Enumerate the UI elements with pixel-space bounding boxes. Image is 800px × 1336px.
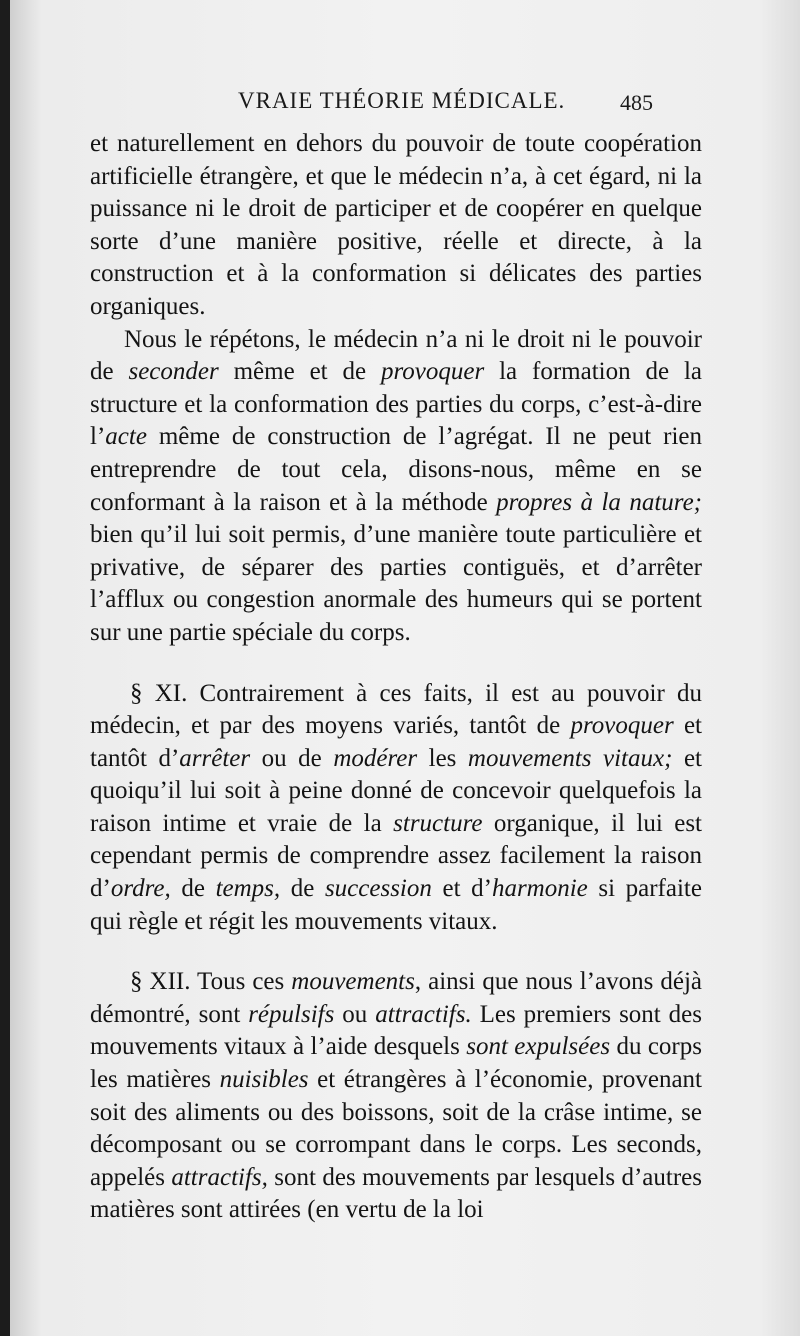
italic-term: ordre,	[110, 875, 171, 903]
italic-term: structure	[393, 809, 483, 837]
paragraph-text: § XI. Contrairement à ces faits, il est au pouvoir du médecin, et par des moyens variés, tantôt de	[90, 679, 702, 740]
page-number: 485	[620, 90, 653, 115]
paragraph-2	[90, 324, 702, 650]
paragraph-text: et tantôt d’	[90, 712, 702, 772]
paragraph-text: de	[280, 875, 325, 903]
paragraph-section-xi	[90, 678, 702, 939]
italic-term: provoquer	[570, 712, 674, 740]
italic-term: seconder	[128, 358, 219, 386]
paragraph-text: bien qu’il lui soit permis, d’une manière toute particulière et privative, de séparer des parties contiguës, et d’arrêter l’afflux ou congestion anormale des humeurs qui se portent sur une partie spéciale du corps.	[90, 521, 702, 646]
italic-term: temps,	[215, 875, 281, 903]
paragraph-text: Les premiers sont des mouvements vitaux à l’aide desquels	[90, 1000, 703, 1061]
italic-term: modérer	[333, 744, 418, 772]
italic-term: propres à la nature;	[496, 488, 703, 516]
paragraph-text: § XII. Tous ces	[130, 968, 292, 996]
paragraph-text: et d’	[431, 875, 492, 903]
italic-term: harmonie	[491, 875, 588, 903]
paragraph-text: organique, il lui est cependant permis de comprendre assez facilement la raison d’	[90, 809, 702, 903]
italic-term: attractifs.	[375, 1000, 472, 1028]
page-body	[90, 128, 702, 1227]
paragraph-text: la formation de la structure et la conformation des parties du corps, c’est-à-dire l’	[90, 358, 702, 451]
paragraph-text: et étrangères à l’économie, provenant soit des aliments ou des boissons, soit de la crâse intime, se décomposant ou se corrompant dans le corps. Les seconds, appelés	[90, 1066, 703, 1191]
paragraph-text: ou	[334, 1000, 376, 1028]
italic-term: acte	[105, 423, 147, 451]
paragraph-section-xii	[90, 966, 702, 1227]
italic-term: mouvements	[291, 968, 415, 996]
paragraph-text: et naturellement en dehors du pouvoir de toute coopération artificielle étrangère, et que le médecin n’a, à cet égard, ni la puissance ni le droit de participer et de coopérer en quelque sorte d’une manière positive, réelle et directe, à la construction et à la conformation si délicates des parties organiques.	[90, 130, 702, 320]
paragraph-text: même et de	[218, 358, 381, 386]
paragraph-text: de	[170, 875, 216, 903]
italic-term: répulsifs	[248, 1000, 335, 1028]
italic-term: nuisibles	[219, 1066, 309, 1094]
paragraph-text: sont des mouvements par lesquels d’autres matières sont attirées (en vertu de la loi	[90, 1163, 702, 1224]
paragraph-text: ou de	[250, 744, 334, 772]
paragraph-text: du corps les matières	[90, 1033, 702, 1094]
paragraph-text: même de construction de l’agrégat. Il ne peut rien entreprendre de tout cela, disons-nous, même en se conformant à la raison et à la méthode	[90, 423, 702, 516]
paragraph-text: les	[417, 744, 468, 772]
italic-term: succession	[324, 875, 432, 903]
italic-term: arrêter	[179, 744, 251, 772]
paragraph-text: et quoiqu’il lui soit à peine donné de concevoir quelquefois la raison intime et vraie de la	[90, 744, 703, 837]
italic-term: mouvements vitaux;	[467, 744, 673, 772]
running-title: VRAIE THÉORIE MÉDICALE.	[238, 88, 566, 113]
italic-term: attractifs,	[171, 1163, 268, 1191]
paragraph-1	[90, 128, 702, 324]
italic-term: sont expulsées	[466, 1033, 611, 1061]
book-page	[10, 0, 800, 1336]
italic-term: provoquer	[380, 358, 485, 386]
paragraph-text: Nous le répétons, le médecin n’a ni le droit ni le pouvoir de	[90, 325, 702, 386]
paragraph-text: si parfaite qui règle et régit les mouvements vitaux.	[90, 875, 702, 935]
page-header	[10, 88, 800, 122]
paragraph-text: , ainsi que nous l’avons déjà démontré, sont	[90, 968, 702, 1028]
